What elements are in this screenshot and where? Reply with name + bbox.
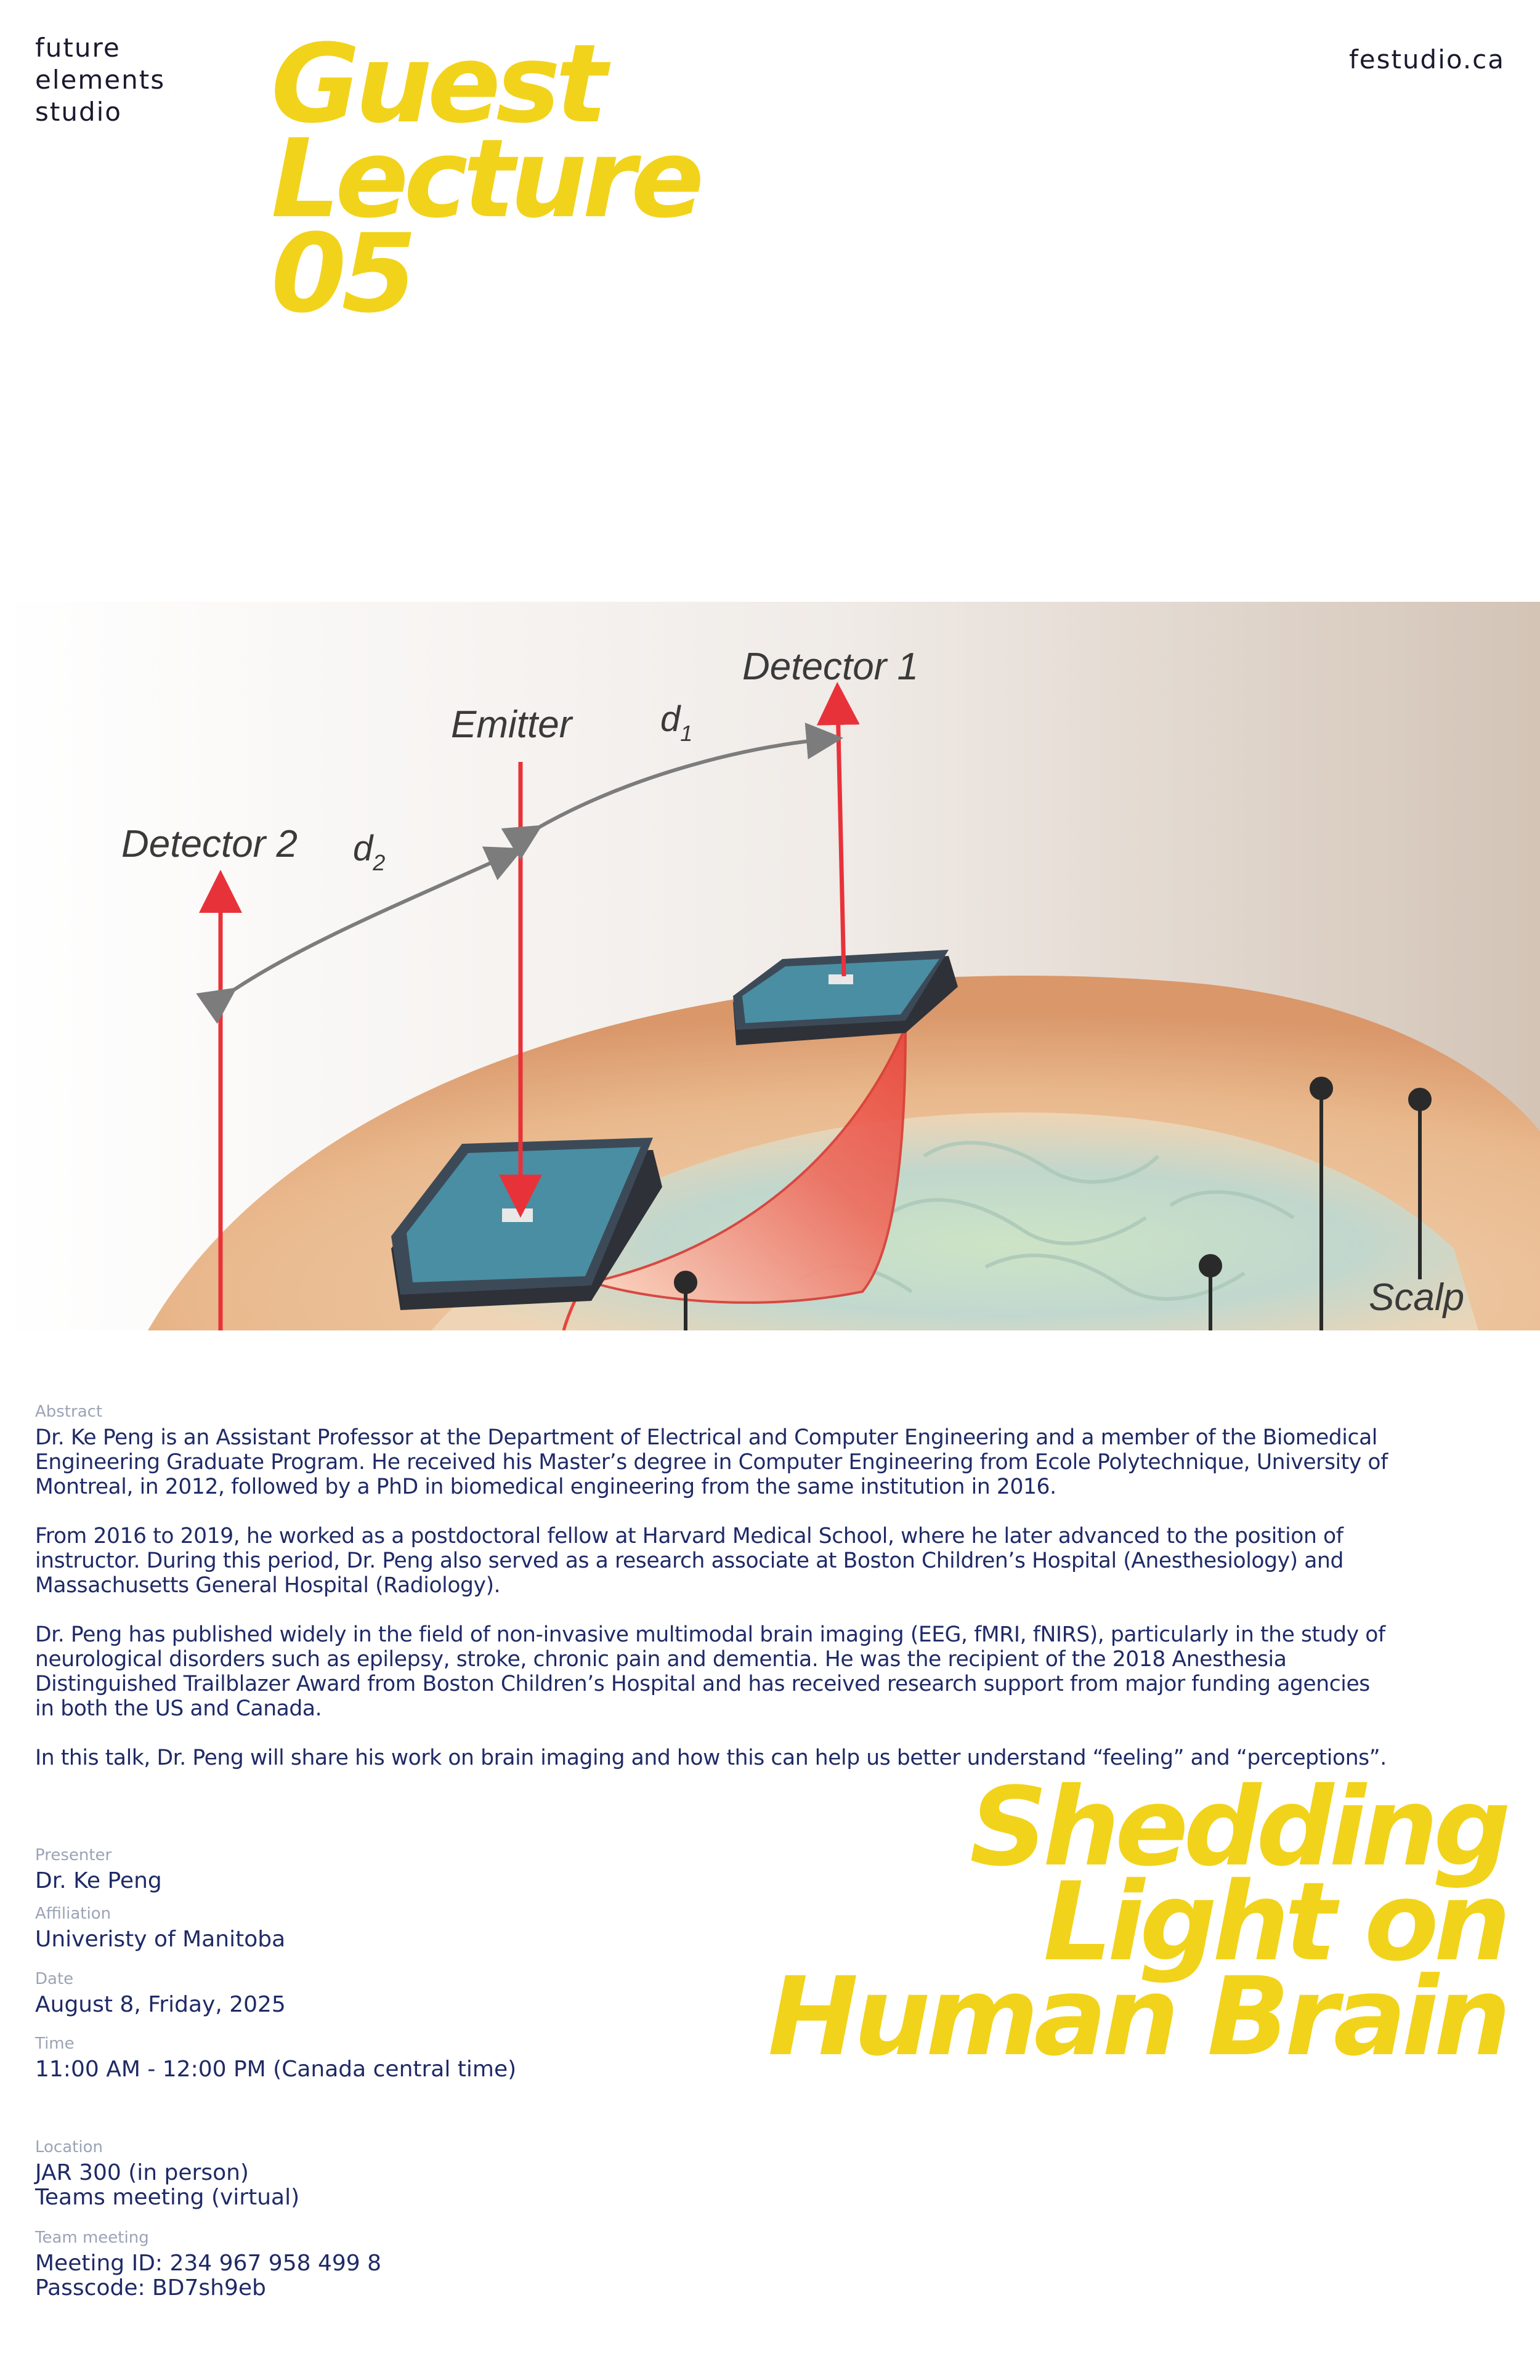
site-url[interactable]: festudio.ca [1348, 44, 1505, 75]
talk-title-line: Light on [1043, 1859, 1506, 1985]
studio-name-line: studio [35, 97, 122, 127]
location-block [35, 2137, 651, 2210]
label-d1-subscript: 1 [680, 721, 693, 746]
lecture-title-line: Lecture [271, 116, 700, 242]
label-emitter: Emitter [451, 703, 572, 746]
talk-title-line: Human Brain [768, 1954, 1506, 2080]
location-value [35, 2161, 651, 2210]
abstract-paragraph: From 2016 to 2019, he worked as a postdoctoral fellow at Harvard Medical School, where he later advanced to the position of instructor. During this period, Dr. Peng also served as a research associate at Boston Children’s Hospital (Anesthesiology) and Massachusetts General Hospital (Radiology). [35, 1524, 1343, 1598]
studio-name-line: elements [35, 65, 166, 95]
meeting-passcode: Passcode: BD7sh9eb [35, 2275, 266, 2301]
affiliation-block [35, 1904, 651, 1952]
label-detector-2: Detector 2 [121, 823, 298, 865]
date-value: August 8, Friday, 2025 [35, 1992, 286, 2017]
lecture-title [271, 21, 700, 337]
date-block [35, 1969, 651, 2017]
affiliation-value: Univeristy of Manitoba [35, 1927, 286, 1952]
time-value: 11:00 AM - 12:00 PM (Canada central time) [35, 2057, 517, 2082]
affiliation-label: Affiliation [35, 1904, 111, 1923]
talk-title-line: Shedding [970, 1764, 1506, 1890]
studio-name-line: future [35, 33, 121, 63]
location-line: JAR 300 (in person) [35, 2160, 249, 2185]
label-d1-letter: d [660, 699, 681, 739]
abstract-paragraph: Dr. Ke Peng is an Assistant Professor at the Department of Electrical and Computer Engineering and a member of the Biomedical Engineering Graduate Program. He received his Master’s degree in Computer Engineering from Ecole Polytechnique, University of Montreal, in 2012, followed by a PhD in biomedical engineering from the same institution in 2016. [35, 1425, 1388, 1499]
presenter-label: Presenter [35, 1846, 112, 1864]
date-label: Date [35, 1970, 74, 1988]
presenter-block [35, 1845, 651, 1893]
team-meeting-label: Team meeting [35, 2228, 149, 2247]
lecture-title-line: 05 [271, 211, 412, 337]
location-line: Teams meeting (virtual) [35, 2185, 300, 2210]
team-meeting-value[interactable] [35, 2251, 651, 2301]
talk-title [768, 1764, 1506, 2080]
studio-name [35, 32, 165, 128]
abstract-paragraph: In this talk, Dr. Peng will share his work on brain imaging and how this can help us better understand “feeling” and “perceptions”. [35, 1746, 1387, 1770]
label-detector-1: Detector 1 [742, 646, 919, 688]
label-scalp: Scalp [1369, 1276, 1465, 1319]
location-label: Location [35, 2138, 103, 2156]
hero-illustration [0, 602, 1540, 1330]
time-block [35, 2034, 651, 2082]
abstract-label: Abstract [35, 1402, 103, 1421]
meeting-id: Meeting ID: 234 967 958 499 8 [35, 2251, 382, 2276]
label-d2-letter: d [353, 828, 373, 868]
time-label: Time [35, 2034, 75, 2053]
abstract-section [35, 1402, 1390, 1795]
lecture-title-line: Guest [271, 21, 603, 147]
presenter-value: Dr. Ke Peng [35, 1868, 162, 1893]
label-d2-subscript: 2 [373, 850, 386, 875]
team-meeting-block [35, 2228, 651, 2301]
abstract-paragraph: Dr. Peng has published widely in the field of non-invasive multimodal brain imaging (EEG, fMRI, fNIRS), particularly in the study of neurological disorders such as epilepsy, stroke, chronic pain and dementia. He was the recipient of the 2018 Anesthesia Distinguished Trailblazer Award from Boston Children’s Hospital and has received research support from major funding agencies in both the US and Canada. [35, 1622, 1385, 1721]
